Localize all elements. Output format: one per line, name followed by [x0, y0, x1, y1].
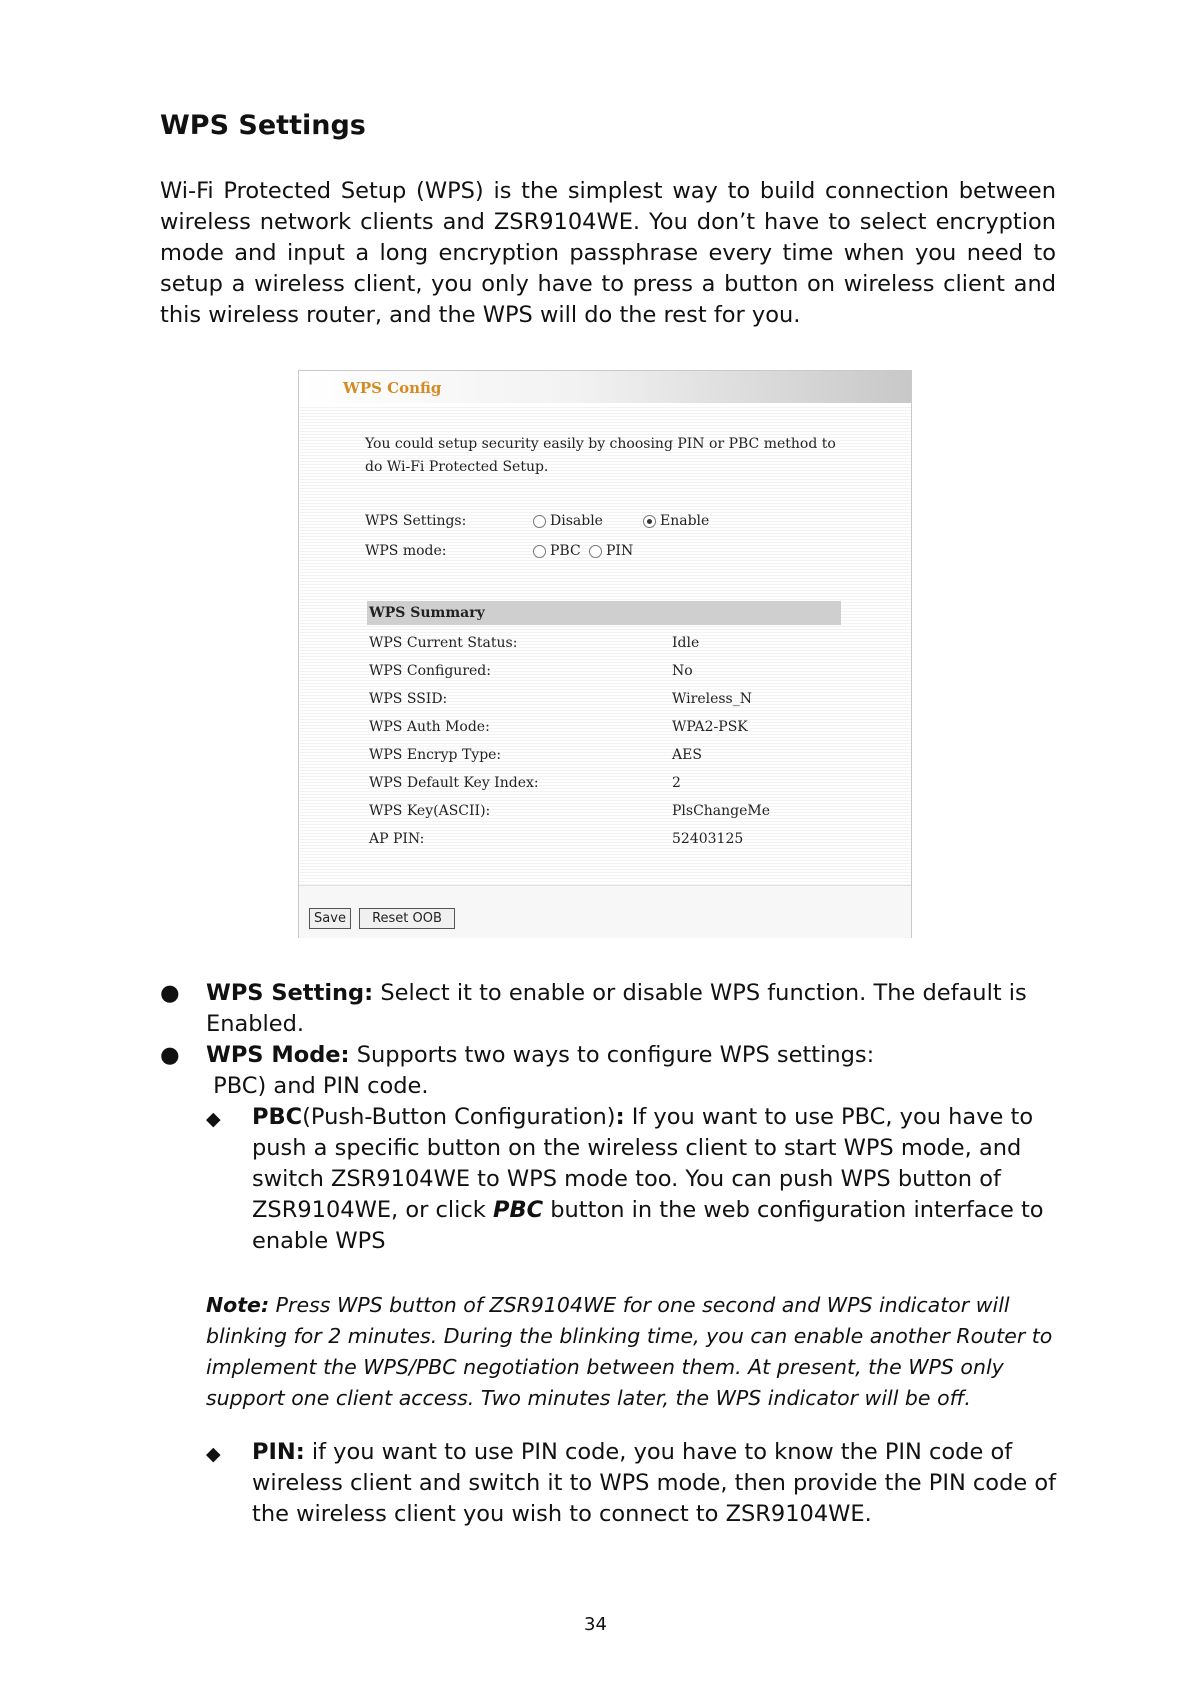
list-text: the wireless client you wish to connect to ZSR9104WE.	[252, 1501, 872, 1527]
summary-key: WPS Configured:	[369, 663, 491, 679]
radio-on-icon	[643, 515, 656, 528]
summary-row	[369, 635, 839, 657]
summary-row	[369, 691, 839, 713]
diamond-bullet-icon: ◆	[206, 1108, 221, 1130]
list-text: PBC) and PIN code.	[206, 1073, 429, 1099]
term: WPS Setting:	[206, 980, 374, 1006]
list-text: wireless client and switch it to WPS mode, then provide the PIN code of	[252, 1470, 1057, 1496]
summary-key: WPS Key(ASCII):	[369, 803, 491, 819]
bullet-dot-icon: ●	[160, 1042, 180, 1068]
summary-key: WPS Auth Mode:	[369, 719, 490, 735]
summary-row	[369, 831, 839, 853]
radio-off-icon	[533, 515, 546, 528]
term: PIN:	[252, 1439, 305, 1465]
wps-pin-radio[interactable]	[589, 543, 633, 559]
screenshot-footer	[299, 885, 911, 938]
list-text: push a specific button on the wireless client to start WPS mode, and	[252, 1135, 1022, 1161]
note-paragraph	[206, 1290, 1056, 1414]
summary-value: Idle	[672, 635, 700, 651]
wps-pbc-label: PBC	[550, 543, 581, 559]
radio-off-icon	[533, 545, 546, 558]
note-text: blinking for 2 minutes. During the blinking time, you can enable another Router to	[206, 1324, 1053, 1348]
note-text: support one client access. Two minutes later, the WPS indicator will be off.	[206, 1386, 971, 1410]
radio-off-icon	[589, 545, 602, 558]
wps-mode-label: WPS mode:	[365, 543, 447, 559]
summary-row	[369, 775, 839, 797]
wps-disable-label: Disable	[550, 513, 603, 529]
page-title: WPS Settings	[160, 110, 366, 141]
list-text: Supports two ways to configure WPS settings:	[349, 1042, 875, 1068]
summary-row	[369, 747, 839, 769]
screenshot-description: You could setup security easily by choosing PIN or PBC method to do Wi-Fi Protected Setup.	[365, 436, 836, 475]
list-text: switch ZSR9104WE to WPS mode too. You can push WPS button of	[252, 1166, 1001, 1192]
summary-value: 2	[672, 775, 681, 791]
save-button[interactable]: Save	[309, 908, 351, 929]
term: WPS Mode:	[206, 1042, 350, 1068]
summary-value: WPA2-PSK	[672, 719, 748, 735]
list-text: :	[615, 1104, 625, 1130]
summary-value: Wireless_N	[672, 691, 752, 707]
summary-key: WPS Current Status:	[369, 635, 518, 651]
list-text: if you want to use PIN code, you have to know the PIN code of	[304, 1439, 1013, 1465]
wps-pbc-radio[interactable]	[533, 543, 581, 559]
list-text: Select it to enable or disable WPS function. The default is	[373, 980, 1027, 1006]
summary-value: 52403125	[672, 831, 744, 847]
wps-config-screenshot	[298, 370, 912, 938]
summary-key: WPS Default Key Index:	[369, 775, 539, 791]
note-text: implement the WPS/PBC negotiation between them. At present, the WPS only	[206, 1355, 1004, 1379]
summary-row	[369, 663, 839, 685]
summary-row	[369, 719, 839, 741]
summary-value: PlsChangeMe	[672, 803, 771, 819]
summary-key: WPS Encryp Type:	[369, 747, 502, 763]
wps-enable-radio[interactable]	[643, 513, 709, 529]
list-text: (Push-Button Configuration)	[302, 1104, 616, 1130]
list-text: Enabled.	[206, 1011, 305, 1037]
bullet-dot-icon: ●	[160, 980, 180, 1006]
summary-title: WPS Summary	[369, 605, 485, 621]
list-text: ZSR9104WE, or click	[252, 1197, 493, 1223]
list-text: enable WPS	[252, 1228, 386, 1254]
wps-pin-label: PIN	[606, 543, 634, 559]
reset-oob-button[interactable]: Reset OOB	[359, 908, 455, 929]
wps-settings-label: WPS Settings:	[365, 513, 467, 529]
summary-row	[369, 803, 839, 825]
wps-enable-label: Enable	[660, 513, 710, 529]
wps-disable-radio[interactable]	[533, 513, 603, 529]
summary-key: AP PIN:	[369, 831, 425, 847]
list-text: button in the web configuration interface to	[543, 1197, 1044, 1223]
screenshot-title: WPS Config	[343, 379, 442, 397]
page-number: 34	[584, 1614, 607, 1635]
summary-value: AES	[672, 747, 702, 763]
diamond-bullet-icon: ◆	[206, 1443, 221, 1465]
note-label: Note:	[206, 1293, 270, 1317]
summary-value: No	[672, 663, 693, 679]
intro-paragraph: Wi-Fi Protected Setup (WPS) is the simplest way to build connection between wireless network clients and ZSR9104WE. You don’t have to select encryption mode and input a long encryption passphrase every time when you need to setup a wireless client, you only have to press a button on wireless client and this wireless router, and the WPS will do the rest for you.	[160, 178, 1056, 328]
list-text: If you want to use PBC, you have to	[624, 1104, 1034, 1130]
screenshot-header	[299, 371, 911, 403]
note-text: Press WPS button of ZSR9104WE for one second and WPS indicator will	[269, 1293, 1010, 1317]
summary-key: WPS SSID:	[369, 691, 448, 707]
term: PBC	[492, 1197, 544, 1223]
term: PBC	[252, 1104, 303, 1130]
